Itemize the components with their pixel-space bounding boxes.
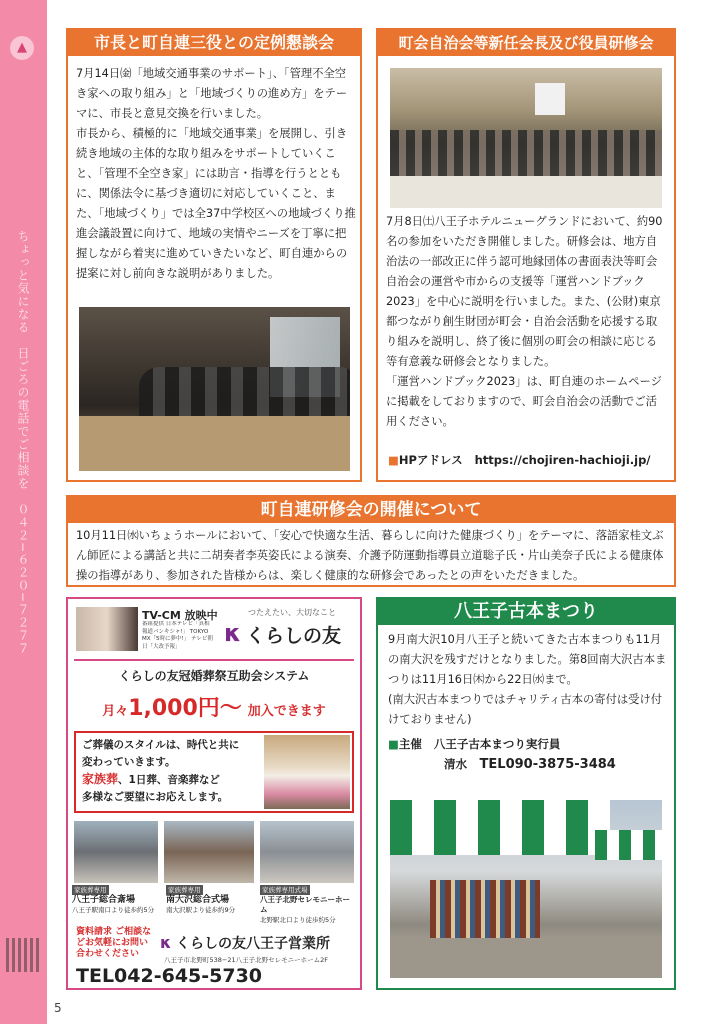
paragraph: 7月8日㈯八王子ホテルニューグランドにおいて、約90名の参加をいただき開催しました。研修会は、地方自治法の一部改正に伴う認可地縁団体の書面表決等町会自治会の運営や市からの支援等「運営ハンドブック2023」を中心に説明を行いました。また、(公財)東京都つながり創生財団が町会・自治会活動を応援する取り組みを説明し、終了後に個別の町会の相談に応じる等有意義な研修会となりました。: [386, 215, 663, 368]
funeral-altar-photo: [264, 735, 350, 809]
monthly-suffix: 加入できます: [247, 704, 326, 719]
qr-code-icon: [6, 938, 40, 972]
hall-name: 南大沢総合式場: [166, 895, 230, 905]
hall-name: 八王子北野セレモニーホーム: [260, 895, 350, 914]
ad-phone[interactable]: TEL042-645-5730: [76, 965, 263, 987]
hall-photo: [390, 68, 662, 208]
style-line-3: 家族葬、1日葬、音楽葬など: [82, 772, 220, 786]
style-line-1: ご葬儀のスタイルは、時代と共に: [82, 739, 240, 751]
hp-url[interactable]: https://chojiren-hachioji.jp/: [474, 453, 651, 467]
paragraph: 「運営ハンドブック2023」は、町自連のホームページに掲載をしておりますので、町会自治会の活動でご活用ください。: [386, 375, 662, 428]
paragraph: 市長から、積極的に「地域交通事業」を展開し、引き続き地域の主体的な取り組みをサポートしていくこと、「管理不全空き家」には助言・指導を行うとともに、関係法令に基づき適切に対応していくこと、また、「地域づくり」では全37中学校区への地域づくり推進会議設置に向けて、地域の実情やニーズを丁寧に把握しながら着実に進めていきたいなど、町自連からの提案に対し前向きな説明がありました。: [76, 127, 356, 280]
paragraph: 7月14日㈮「地域交通事業のサポート」、「管理不全空き家への取り組み」と「地域づくりの進め方」をテーマに、市長と意見交換を行いました。: [76, 67, 348, 120]
hall-access: 南大沢駅より徒歩約9分: [166, 906, 236, 914]
hall-name: 八王子総合斎場: [72, 895, 136, 905]
brand-name: くらしの友: [246, 625, 342, 647]
article-training-body: [386, 212, 666, 432]
style-text: [82, 737, 262, 806]
style-line-2: 変わっていきます。: [82, 756, 176, 768]
hall-1: [72, 885, 162, 915]
monthly-prefix: 月々: [102, 704, 129, 719]
hall-tag: 家族葬専用: [168, 886, 201, 894]
tv-program-text: 番組提供 日本テレビ「真相報道バンキシャ!」 TOKYO MX「5時に夢中!」 テレビ朝日「大改予報」: [142, 621, 213, 650]
article-mayor-meeting-title: 市長と町自連三役との定例懇談会: [68, 30, 360, 56]
office-address: 八王子市北野町538−21八王子北野セレモニーホーム2F: [164, 956, 328, 964]
ad-photo-people: [76, 607, 138, 651]
system-title: くらしの友冠婚葬祭互助会システム: [118, 669, 310, 683]
hp-address-row: [388, 452, 668, 468]
hall-2: [166, 885, 256, 915]
paragraph: (南大沢古本まつりではチャリティ古本の寄付は受け付けておりません): [388, 693, 663, 726]
hall-3: [260, 885, 356, 925]
side-strip-text: ちょっと気になる 日ごろの電話でご相談を ０４２−６２０−７２７７: [16, 230, 30, 656]
divider: [74, 659, 354, 661]
article-seminar-title: 町自連研修会の開催について: [68, 497, 674, 523]
square-bullet-icon: ■: [388, 453, 399, 467]
hp-label: HPアドレス: [398, 453, 463, 467]
side-strip: [0, 0, 47, 1024]
hall-photo-1: [74, 821, 158, 883]
article-mayor-meeting-body: [76, 64, 356, 284]
organizer-label: 主催: [398, 737, 422, 751]
kurashi-no-tomo-ad: [66, 597, 362, 990]
page-number: 5: [54, 1001, 62, 1015]
monthly-line: [68, 691, 360, 722]
hall-access: 八王子駅南口より徒歩約5分: [72, 906, 155, 914]
hall-tag: 家族葬専用式場: [262, 886, 308, 894]
article-book-fair-title: 八王子古本まつり: [378, 599, 674, 625]
hall-photo-3: [260, 821, 354, 883]
family-funeral: 家族葬: [82, 772, 119, 786]
hall-tag: 家族葬専用: [74, 886, 107, 894]
hall-photo-2: [164, 821, 254, 883]
contact-phone[interactable]: TEL090-3875-3484: [479, 757, 616, 772]
organizer-name: 八王子古本まつり実行員: [433, 737, 561, 751]
paragraph: 9月南大沢10月八王子と続いてきた古本まつりも11月の南大沢を残すだけとなりました。第8回南大沢古本まつりは11月16日㈭から22日㈬まで。: [388, 633, 667, 686]
book-fair-photo: [390, 800, 662, 978]
contact-name: 清水: [444, 757, 467, 771]
monthly-amount: 1,000円〜: [128, 696, 242, 721]
article-seminar-body: 10月11日㈬いちょうホールにおいて、「安心で快適な生活、暮らしに向けた健康づくり」をテーマに、落語家桂文ぶん師匠による講話と共に二胡奏者李英姿氏による演奏、介護予防運動指導員立道聡子氏・片山美奈子氏による健康体操の指導があり、参加された皆様からは、楽しく健康的な研修会であったとの声をいただきました。: [76, 529, 664, 582]
hall-access: 北野駅北口より徒歩約5分: [260, 916, 336, 924]
style-line-4: 多様なご要望にお応えします。: [82, 791, 229, 803]
article-book-fair-body: [388, 630, 668, 730]
office-logo-icon: κ: [160, 933, 172, 952]
office-name: くらしの友八王子営業所: [176, 936, 330, 952]
tv-cm-label: TV-CM 放映中: [142, 609, 218, 622]
request-text: 資料請求 ご相談などお気軽にお問い合わせください: [76, 927, 152, 959]
ad-tagline: つたえたい、大切なこと: [248, 608, 336, 617]
contact-row: [444, 756, 674, 772]
square-bullet-icon: ■: [388, 737, 399, 751]
meeting-photo: [79, 307, 350, 471]
kurashi-logo-icon: κ: [224, 619, 242, 647]
triangle-logo-icon: ▲: [10, 36, 34, 60]
article-training-title: 町会自治会等新任会長及び役員研修会: [378, 30, 674, 56]
organizer-row: [388, 736, 668, 752]
